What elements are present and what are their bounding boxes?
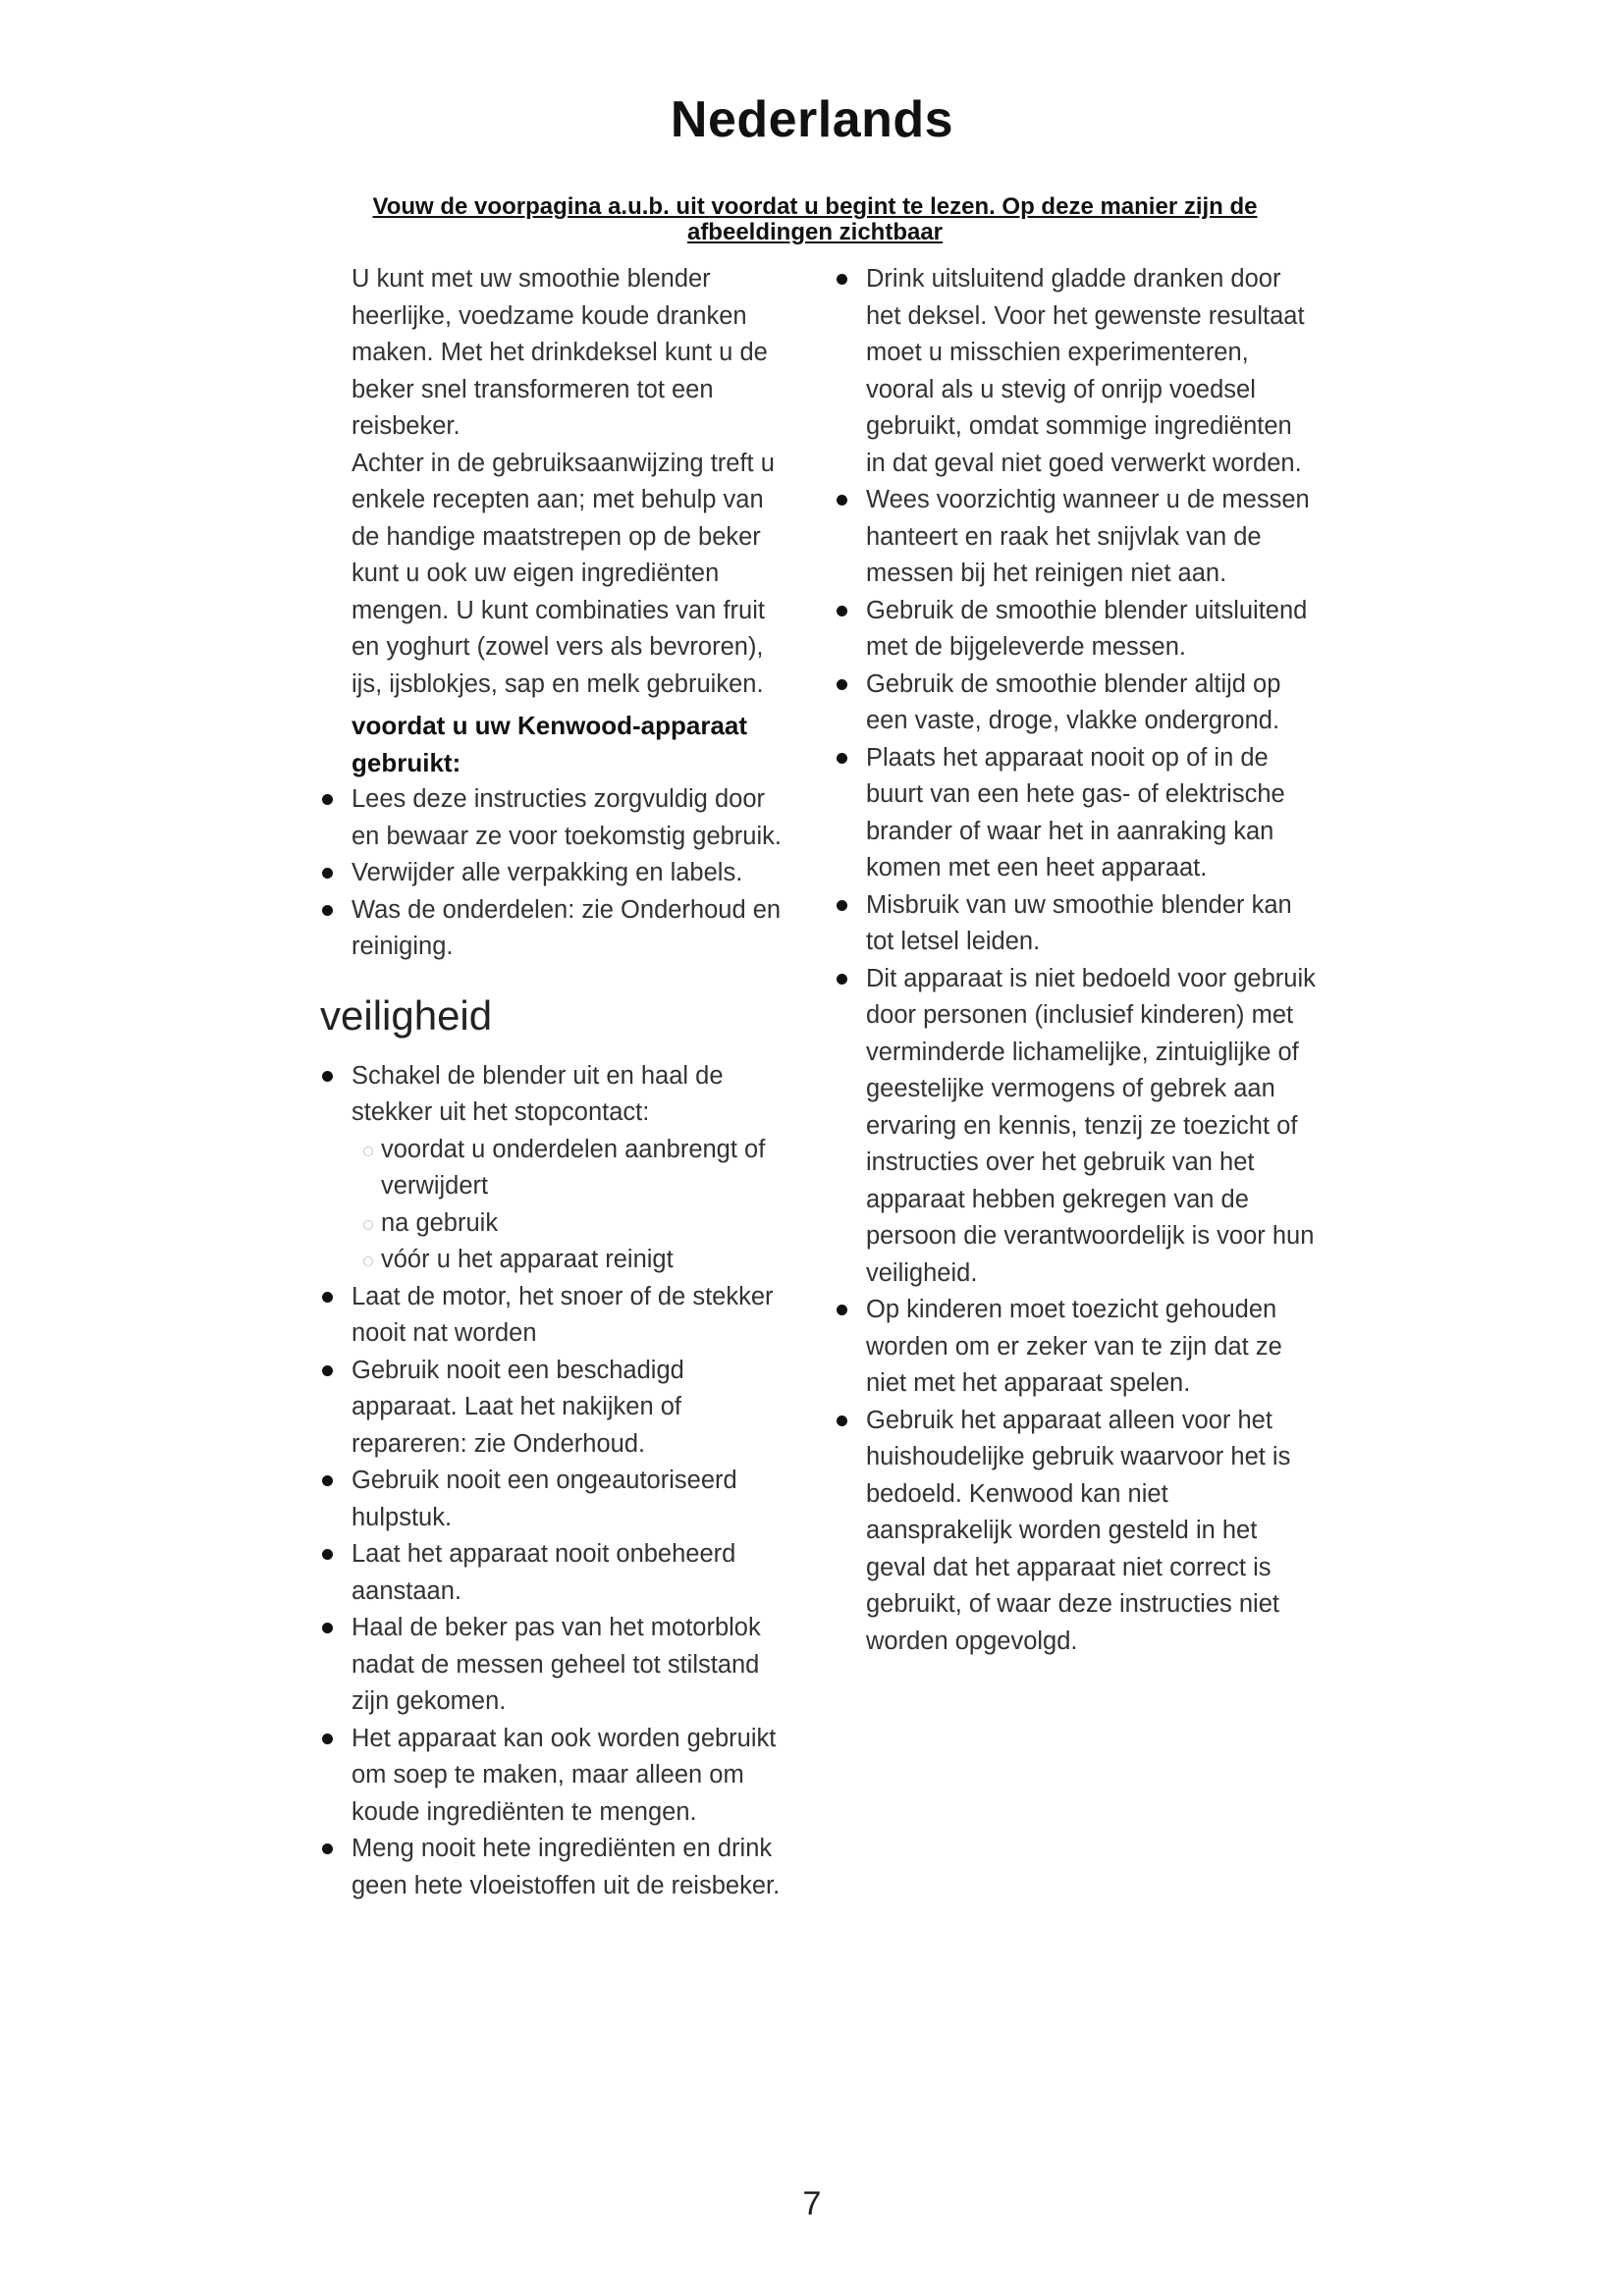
list-item: Dit apparaat is niet bedoeld voor gebruik door personen (inclusief kinderen) met verminderde lichamelijke, zintuiglijke of geestelijke vermogens of gebrek aan ervaring en kennis, tenzij ze toezicht of instructies over het gebruik van het apparaat hebben gekregen van de persoon die verantwoordelijk is voor hun veiligheid. <box>866 961 1318 1293</box>
list-item: Meng nooit hete ingrediënten en drink geen hete vloeistoffen uit de reisbeker. <box>352 1831 793 1904</box>
page-title: Nederlands <box>670 91 954 148</box>
sub-list-item: voordat u onderdelen aanbrengt of verwijdert <box>381 1132 793 1205</box>
list-item: Haal de beker pas van het motorblok nadat de messen geheel tot stilstand zijn gekomen. <box>352 1610 793 1721</box>
list-item: Wees voorzichtig wanneer u de messen hanteert en raak het snijvlak van de messen bij het reinigen niet aan. <box>866 482 1318 593</box>
list-item: Drink uitsluitend gladde dranken door het deksel. Voor het gewenste resultaat moet u misschien experimenteren, vooral als u stevig of onrijp voedsel gebruikt, omdat sommige ingrediënten in dat geval niet goed verwerkt worden. <box>866 261 1318 482</box>
list-item-text: Schakel de blender uit en haal de stekker uit het stopcontact: <box>352 1061 724 1126</box>
list-item: Misbruik van uw smoothie blender kan tot letsel leiden. <box>866 887 1318 961</box>
right-column <box>866 261 1318 1660</box>
list-item: Plaats het apparaat nooit op of in de buurt van een hete gas- of elektrische brander of waar het in aanraking kan komen met een heet apparaat. <box>866 740 1318 887</box>
list-item: Lees deze instructies zorgvuldig door en bewaar ze voor toekomstig gebruik. <box>352 781 793 855</box>
list-item: Gebruik nooit een beschadigd apparaat. Laat het nakijken of repareren: zie Onderhoud. <box>352 1353 793 1464</box>
list-item: Het apparaat kan ook worden gebruikt om soep te maken, maar alleen om koude ingrediënten te mengen. <box>352 1721 793 1832</box>
page-number: 7 <box>802 2185 822 2222</box>
list-item: Gebruik de smoothie blender altijd op een vaste, droge, vlakke ondergrond. <box>866 667 1318 740</box>
list-item: Gebruik het apparaat alleen voor het huishoudelijke gebruik waarvoor het is bedoeld. Kenwood kan niet aansprakelijk worden gesteld in het geval dat het apparaat niet correct is gebruikt, of waar deze instructies niet worden opgevolgd. <box>866 1403 1318 1661</box>
safety-list-continued <box>866 261 1318 1660</box>
list-item: Laat het apparaat nooit onbeheerd aanstaan. <box>352 1536 793 1610</box>
intro-note: Vouw de voorpagina a.u.b. uit voordat u begint te lezen. Op deze manier zijn de afbeeldingen zichtbaar <box>372 193 1258 245</box>
list-item: Laat de motor, het snoer of de stekker nooit nat worden <box>352 1279 793 1353</box>
left-column <box>320 261 793 1904</box>
list-item: Gebruik de smoothie blender uitsluitend met de bijgeleverde messen. <box>866 593 1318 667</box>
intro-paragraph-2: Achter in de gebruiksaanwijzing treft u enkele recepten aan; met behulp van de handige maatstrepen op de beker kunt u ook uw eigen ingrediënten mengen. U kunt combinaties van fruit en yoghurt (zowel vers als bevroren), ijs, ijsblokjes, sap en melk gebruiken. <box>352 449 775 698</box>
before-use-heading: voordat u uw Kenwood-apparaat gebruikt: <box>352 711 748 777</box>
sub-list-item: na gebruik <box>381 1205 793 1243</box>
safety-sub-list <box>352 1132 793 1279</box>
list-item: Gebruik nooit een ongeautoriseerd hulpstuk. <box>352 1463 793 1536</box>
list-item: Was de onderdelen: zie Onderhoud en reiniging. <box>352 892 793 966</box>
list-item: Verwijder alle verpakking en labels. <box>352 855 793 892</box>
before-use-list <box>352 781 793 966</box>
safety-heading: veiligheid <box>320 991 493 1039</box>
intro-paragraph-1: U kunt met uw smoothie blender heerlijke, voedzame koude dranken maken. Met het drinkdeksel kunt u de beker snel transformeren tot een reisbeker. <box>352 265 768 440</box>
sub-list-item: vóór u het apparaat reinigt <box>381 1242 793 1279</box>
safety-list <box>352 1058 793 1905</box>
list-item <box>352 1058 793 1279</box>
list-item: Op kinderen moet toezicht gehouden worden om er zeker van te zijn dat ze niet met het apparaat spelen. <box>866 1292 1318 1403</box>
